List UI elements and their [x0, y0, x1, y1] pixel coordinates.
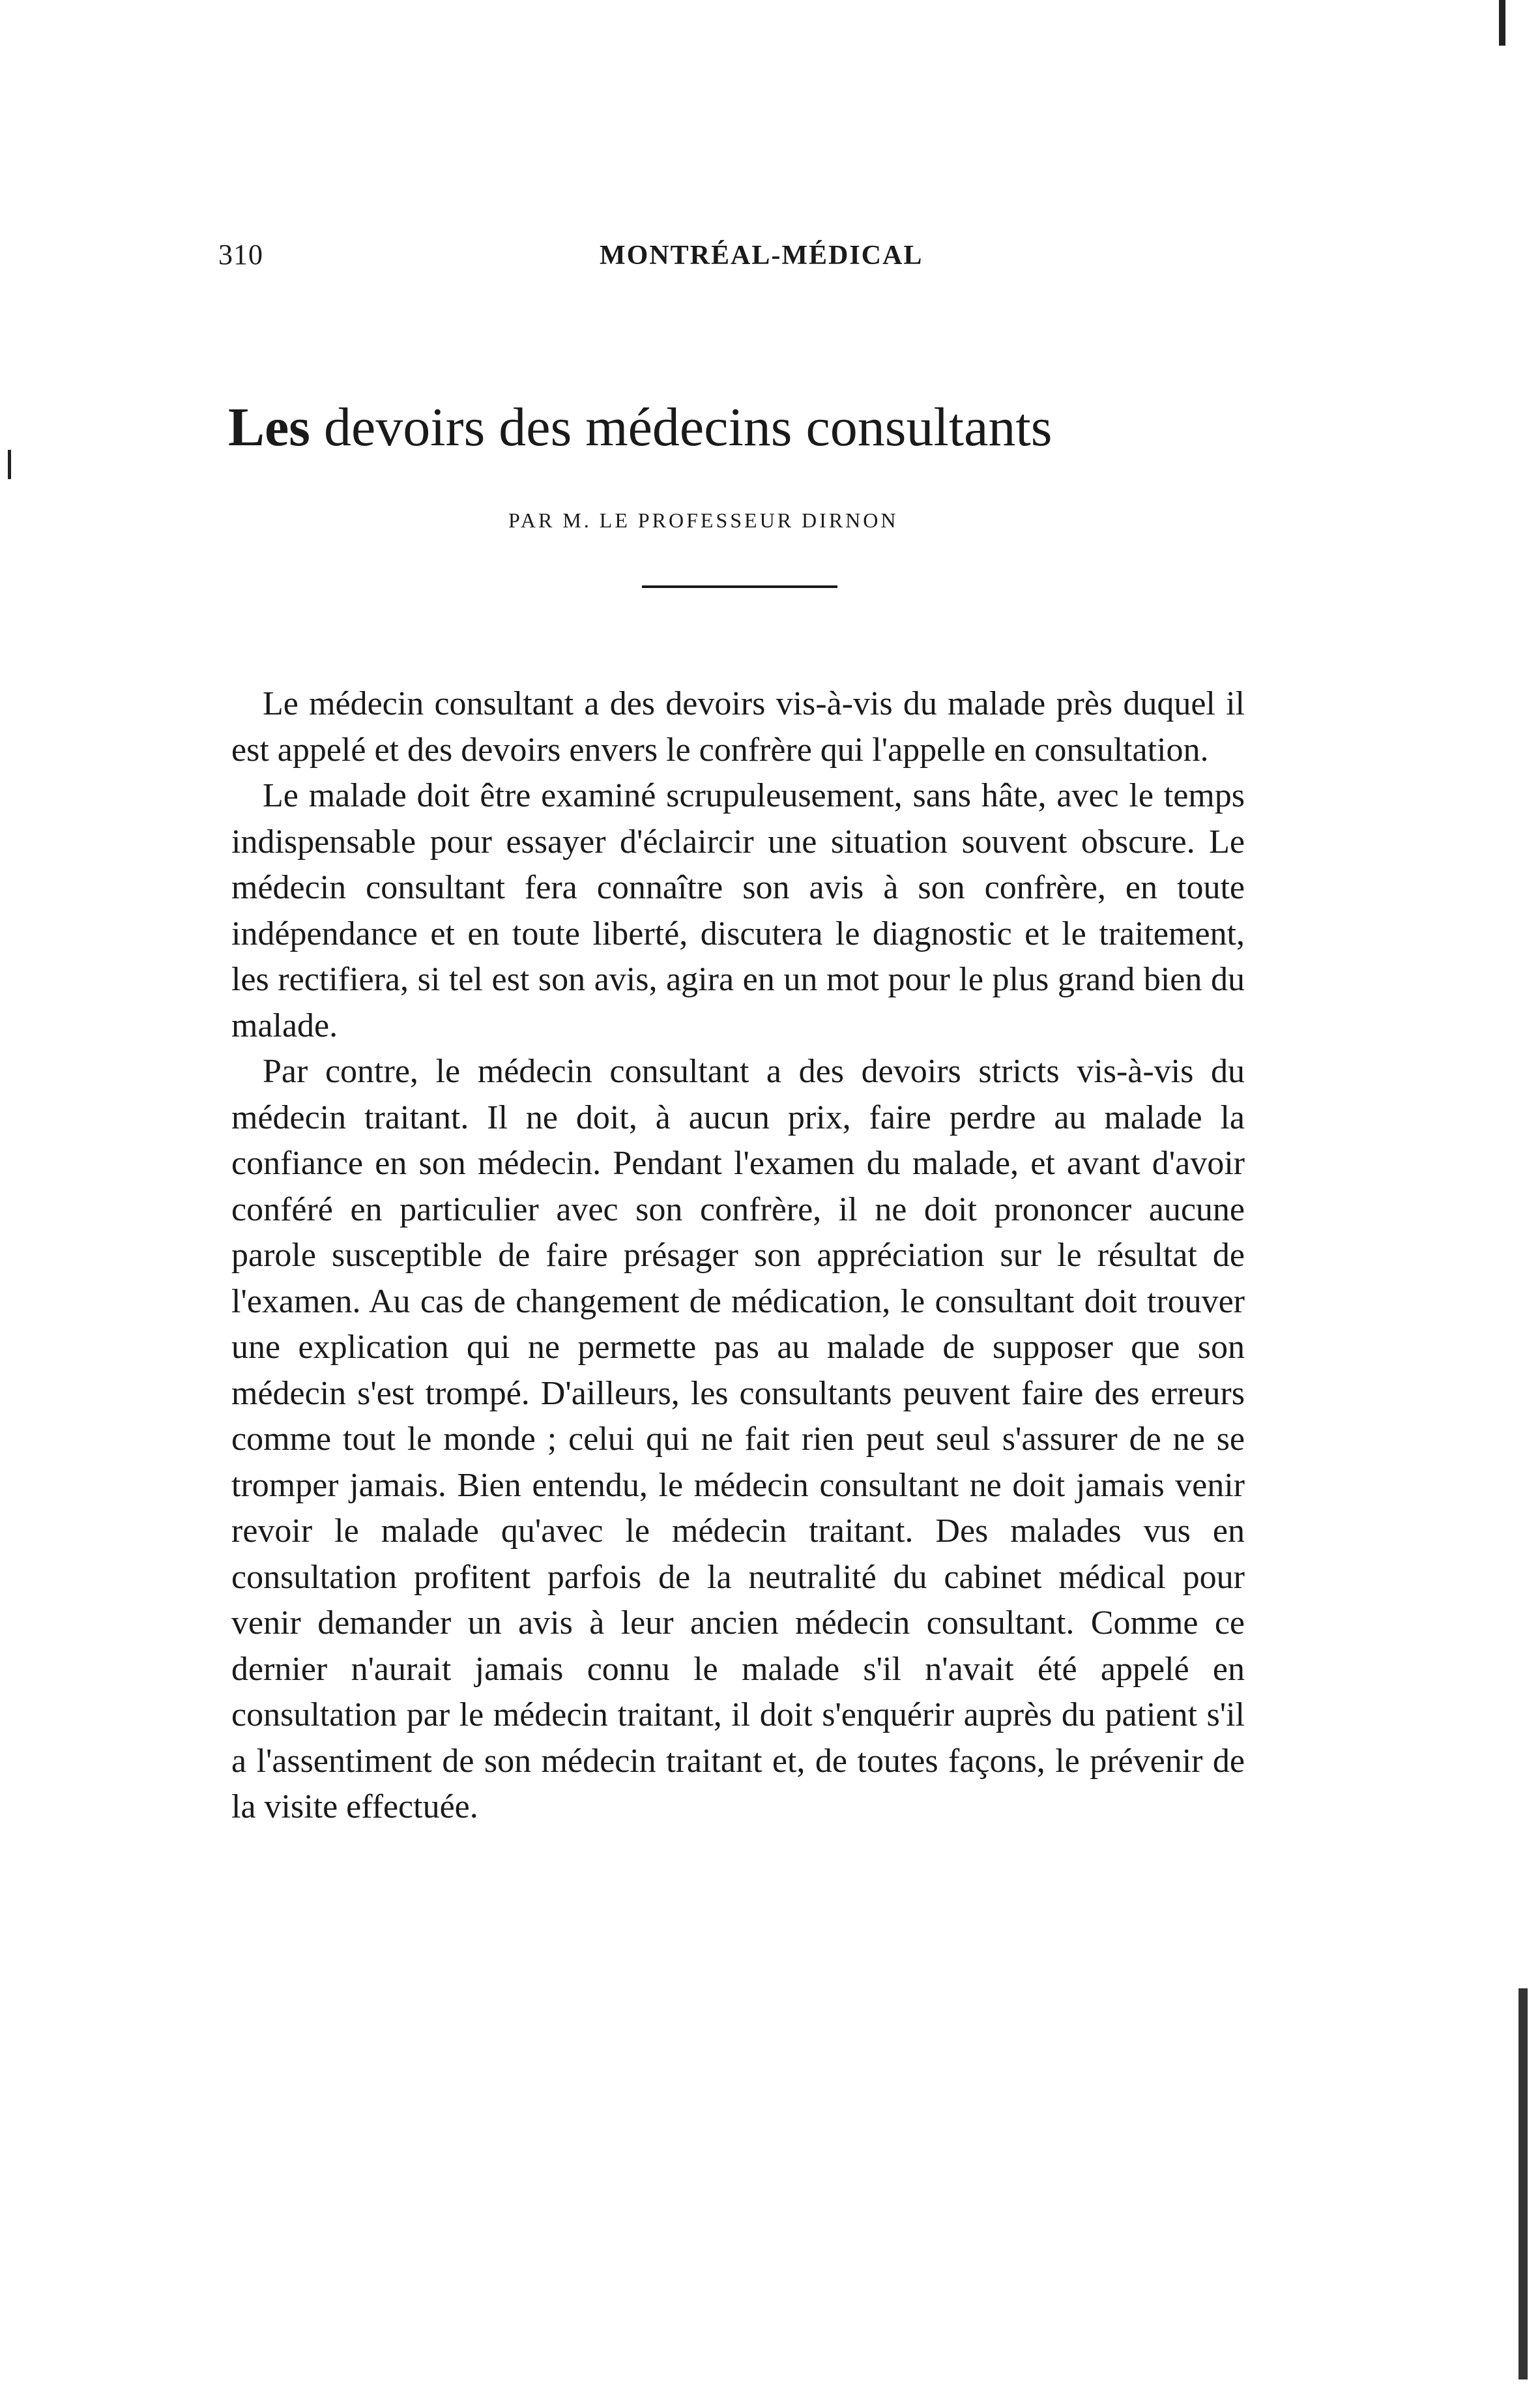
scan-edge-mark: [1518, 1988, 1528, 2379]
article-title-first-word: Les: [228, 397, 310, 458]
article-title-rest: devoirs des médecins consultants: [324, 397, 1053, 458]
paragraph: Le malade doit être examiné scrupuleusement, sans hâte, avec le temps indispensable pour essayer d'éclaircir une situation souvent obscure. Le médecin consultant fera connaître son avis à son confrère, en toute indépendance et en toute liberté, discutera le diagnostic et le traitement, les rectifiera, si tel est son avis, agira en un mot pour le plus grand bien du malade.: [231, 777, 1245, 1044]
article-body: [231, 681, 1245, 1831]
running-head: MONTRÉAL-MÉDICAL: [600, 241, 923, 271]
title-divider: [642, 585, 837, 588]
scan-edge-mark: [8, 450, 11, 479]
scan-edge-mark: [1499, 0, 1505, 46]
byline: PAR M. LE PROFESSEUR DIRNON: [508, 508, 899, 532]
paragraph: Le médecin consultant a des devoirs vis-à-vis du malade près duquel il est appelé et des devoirs envers le confrère qui l'appelle en consultation.: [231, 685, 1245, 769]
article-title: [228, 398, 1238, 458]
page-number: 310: [218, 239, 263, 271]
paragraph: Par contre, le médecin consultant a des devoirs stricts vis-à-vis du médecin traitant. Il ne doit, à aucun prix, faire perdre au malade la confiance en son médecin. Pendant l'examen du malade, et avant d'avoir conféré en particulier avec son confrère, il ne doit prononcer aucune parole susceptible de faire présager son appréciation sur le résultat de l'examen. Au cas de changement de médication, le consultant doit trouver une explication qui ne permette pas au malade de supposer que son médecin s'est trompé. D'ailleurs, les consultants peuvent faire des erreurs comme tout le monde ; celui qui ne fait rien peut seul s'assurer de ne se tromper jamais. Bien entendu, le médecin consultant ne doit jamais venir revoir le malade qu'avec le médecin traitant. Des malades vus en consultation profitent parfois de la neutralité du cabinet médical pour venir demander un avis à leur ancien médecin consultant. Comme ce dernier n'aurait jamais connu le malade s'il n'avait été appelé en consultation par le médecin traitant, il doit s'enquérir auprès du patient s'il a l'assentiment de son médecin traitant et, de toutes façons, le prévenir de la visite effectuée.: [231, 1053, 1245, 1825]
